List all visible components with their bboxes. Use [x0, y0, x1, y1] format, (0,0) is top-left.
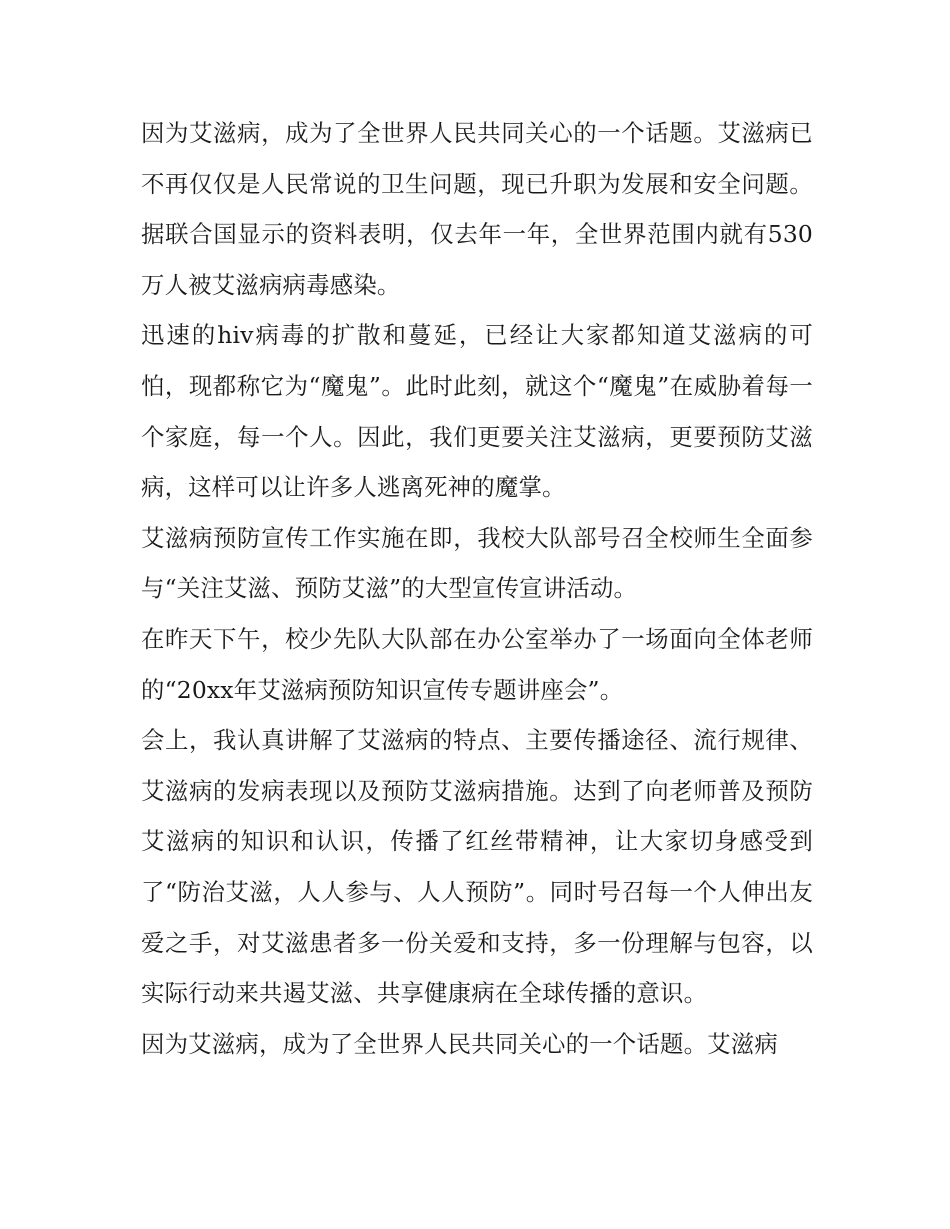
paragraph-repeated-start: 因为艾滋病，成为了全世界人民共同关心的一个话题。艾滋病	[141, 1029, 778, 1058]
paragraph-lecture-event: 在昨天下午，校少先队大队部在办公室举办了一场面向全体老师的“20xx年艾滋病预防知识宣传专题讲座会”。	[141, 624, 813, 704]
document-body	[141, 108, 813, 1069]
paragraph-aids-world-topic: 因为艾滋病，成为了全世界人民共同关心的一个话题。艾滋病已不再仅仅是人民常说的卫生问题，现已升职为发展和安全问题。据联合国显示的资料表明，仅去年一年，全世界范围内就有530万人被艾滋病病毒感染。	[141, 119, 813, 299]
paragraph-hiv-spread: 迅速的hiv病毒的扩散和蔓延，已经让大家都知道艾滋病的可怕，现都称它为“魔鬼”。此时此刻，就这个“魔鬼”在威胁着每一个家庭，每一个人。因此，我们更要关注艾滋病，更要预防艾滋病，这样可以让许多人逃离死神的魔掌。	[141, 321, 813, 502]
paragraph-lecture-content: 会上，我认真讲解了艾滋病的特点、主要传播途径、流行规律、艾滋病的发病表现以及预防艾滋病措施。达到了向老师普及预防艾滋病的知识和认识，传播了红丝带精神，让大家切身感受到了“防治艾滋，人人参与、人人预防”。同时号召每一个人伸出友爱之手，对艾滋患者多一份关爱和支持，多一份理解与包容，以实际行动来共遏艾滋、共享健康病在全球传播的意识。	[141, 726, 813, 1008]
paragraph-campaign-call: 艾滋病预防宣传工作实施在即，我校大队部号召全校师生全面参与“关注艾滋、预防艾滋”的大型宣传宣讲活动。	[141, 523, 813, 603]
